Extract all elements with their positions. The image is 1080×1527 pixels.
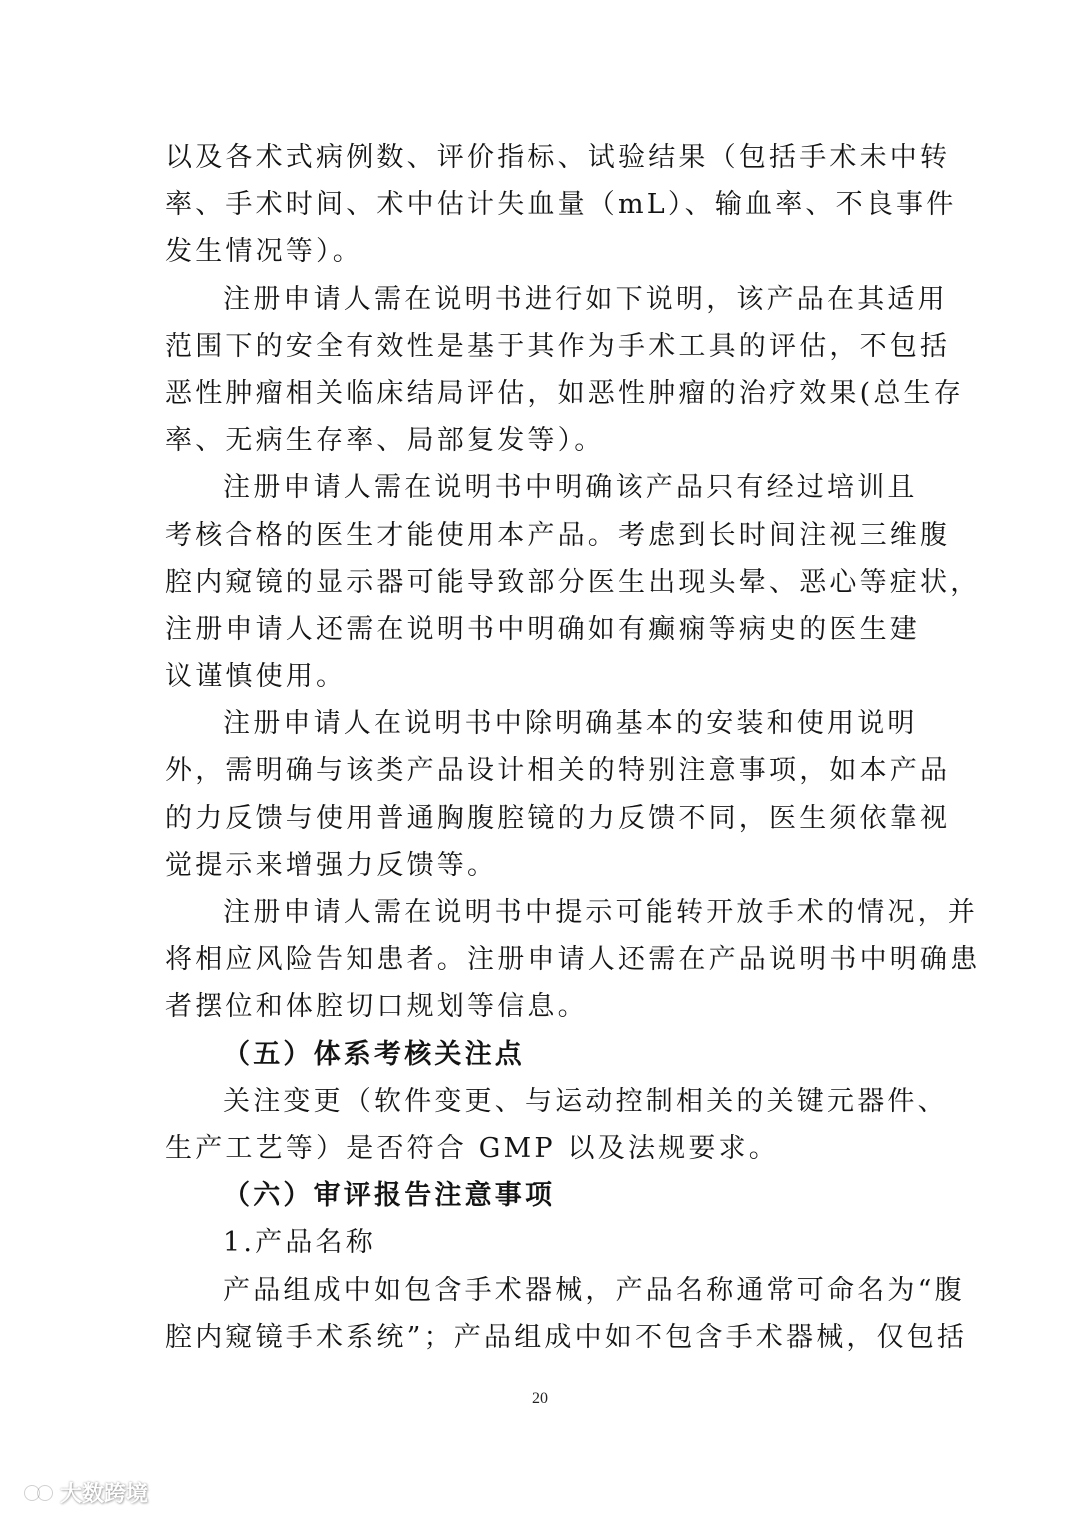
- text-line: 腔内窥镜的显示器可能导致部分医生出现头晕、恶心等症状，: [165, 566, 981, 598]
- text-line: 产品组成中如包含手术器械，产品名称通常可命名为“腹: [223, 1274, 965, 1306]
- text-line: 将相应风险告知患者。注册申请人还需在产品说明书中明确患: [165, 944, 981, 976]
- text-line: 外，需明确与该类产品设计相关的特别注意事项，如本产品: [165, 755, 951, 787]
- page-number: 20: [532, 1390, 548, 1407]
- text-line: 发生情况等）。: [165, 236, 363, 268]
- text-line: 1.产品名称: [223, 1227, 376, 1259]
- text-line: 范围下的安全有效性是基于其作为手术工具的评估，不包括: [165, 330, 951, 362]
- watermark: [10, 1472, 148, 1512]
- text-line: 率、无病生存率、局部复发等）。: [165, 425, 605, 457]
- text-line: 注册申请人需在说明书中明确该产品只有经过培训且: [223, 472, 918, 504]
- text-line: 恶性肿瘤相关临床结局评估，如恶性肿瘤的治疗效果(总生存: [165, 377, 964, 409]
- text-line: 注册申请人还需在说明书中明确如有癫痫等病史的医生建: [165, 613, 920, 645]
- text-line: 关注变更（软件变更、与运动控制相关的关键元器件、: [223, 1085, 948, 1117]
- section-heading: （六）审评报告注意事项: [223, 1180, 556, 1212]
- watermark-text: 大数跨境: [60, 1481, 149, 1507]
- text-line: 觉提示来增强力反馈等。: [165, 849, 498, 881]
- document-body: [165, 134, 981, 1361]
- section-heading: （五）体系考核关注点: [223, 1038, 525, 1070]
- text-line: 腔内窥镜手术系统”；产品组成中如不包含手术器械，仅包括: [165, 1321, 968, 1353]
- text-line: 议谨慎使用。: [165, 661, 347, 693]
- text-line: 注册申请人在说明书中除明确基本的安装和使用说明: [223, 708, 918, 740]
- text-line: 以及各术式病例数、评价指标、试验结果（包括手术未中转: [165, 142, 951, 173]
- text-line: 生产工艺等）是否符合 GMP 以及法规要求。: [165, 1132, 779, 1164]
- text-line: 注册申请人需在说明书进行如下说明，该产品在其适用: [223, 283, 948, 315]
- text-line: 的力反馈与使用普通胸腹腔镜的力反馈不同，医生须依靠视: [165, 802, 951, 834]
- text-line: 注册申请人需在说明书中提示可能转开放手术的情况，并: [223, 897, 978, 928]
- text-line: 者摆位和体腔切口规划等信息。: [165, 991, 588, 1023]
- text-line: 考核合格的医生才能使用本产品。考虑到长时间注视三维腹: [165, 519, 951, 551]
- text-line: 率、手术时间、术中估计失血量（mL）、输血率、不良事件: [165, 189, 957, 221]
- watermark-logo-icon: [10, 1477, 54, 1507]
